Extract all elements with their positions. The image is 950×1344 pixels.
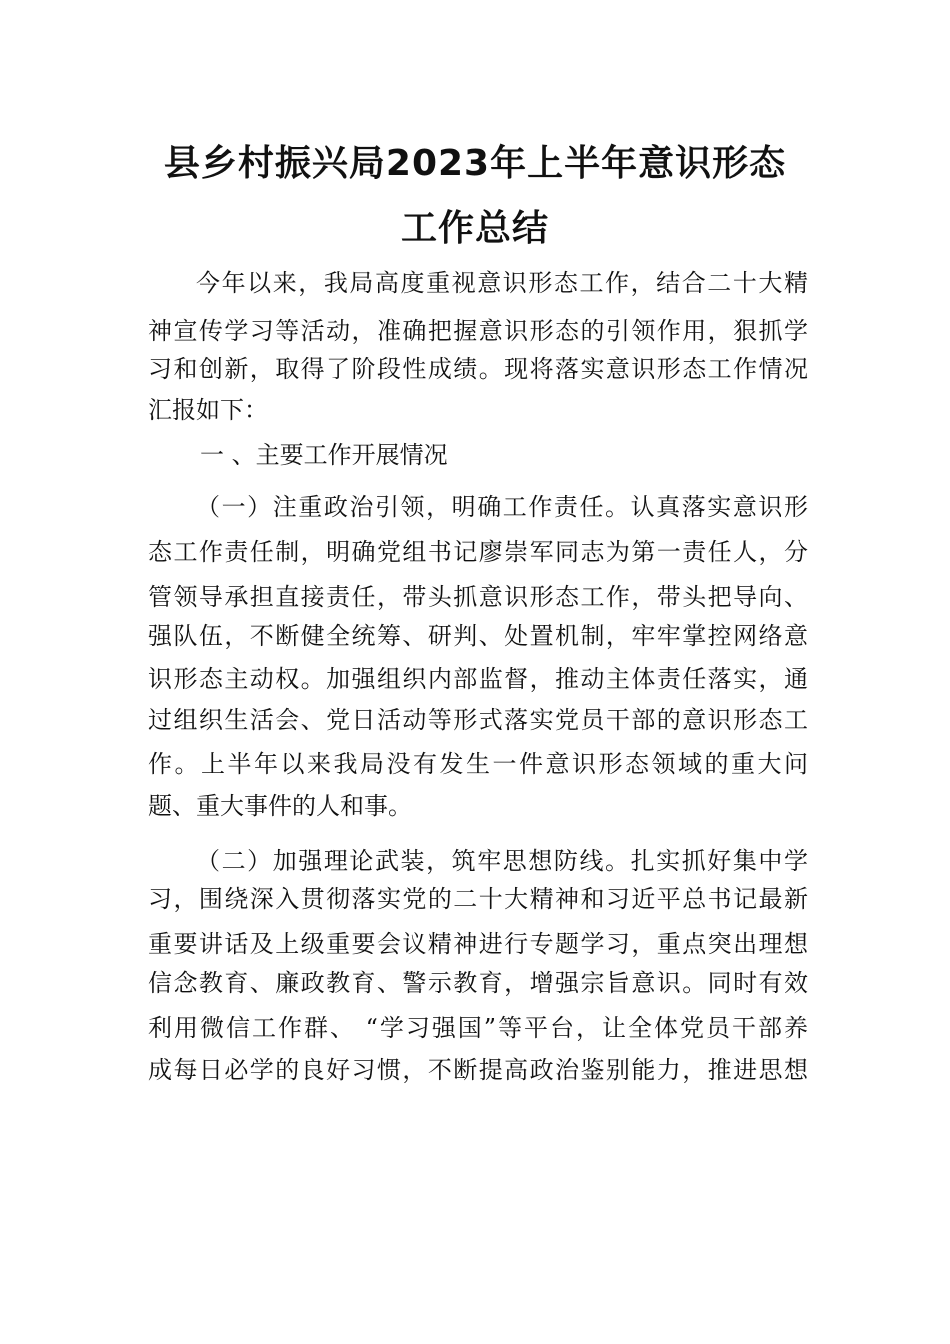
para1-line: 态工作责任制，明确党组书记廖崇军同志为第一责任人，分 — [148, 538, 808, 566]
para2-line: 信念教育、廉政教育、警示教育，增强宗旨意识。同时有效 — [148, 969, 808, 997]
para1-line: 强队伍，不断健全统筹、研判、处置机制，牢牢掌控网络意 — [148, 622, 808, 650]
section-heading: 一 、主要工作开展情况 — [200, 441, 448, 469]
para1-line: 作。上半年以来我局没有发生一件意识形态领域的重大问 — [148, 750, 808, 778]
para2-line: （二）加强理论武装，筑牢思想防线。扎实抓好集中学 — [196, 847, 808, 875]
intro-line: 汇报如下： — [148, 396, 268, 424]
para2-line: 习，围绕深入贯彻落实党的二十大精神和习近平总书记最新 — [148, 885, 808, 913]
para1-line: 识形态主动权。加强组织内部监督，推动主体责任落实，通 — [148, 665, 808, 693]
para1-line: 管领导承担直接责任，带头抓意识形态工作，带头把导向、 — [148, 583, 808, 611]
para2-line: 利用微信工作群、 “学习强国”等平台，让全体党员干部养 — [148, 1014, 808, 1042]
para2-line: 重要讲话及上级重要会议精神进行专题学习，重点突出理想 — [148, 930, 808, 958]
document-title-line-2: 工作总结 — [400, 208, 549, 249]
para2-line: 成每日必学的良好习惯，不断提高政治鉴别能力，推进思想 — [148, 1056, 808, 1084]
para1-line: （一）注重政治引领，明确工作责任。认真落实意识形 — [196, 493, 808, 521]
intro-line: 习和创新，取得了阶段性成绩。现将落实意识形态工作情况 — [148, 355, 808, 383]
para1-line: 过组织生活会、党日活动等形式落实党员干部的意识形态工 — [148, 706, 808, 734]
intro-line: 神宣传学习等活动，准确把握意识形态的引领作用，狠抓学 — [148, 317, 808, 345]
intro-line: 今年以来，我局高度重视意识形态工作，结合二十大精 — [196, 269, 808, 297]
document-title-line-1: 县乡村振兴局2023年上半年意识形态 — [163, 143, 787, 184]
para1-line: 题、重大事件的人和事。 — [148, 792, 412, 820]
